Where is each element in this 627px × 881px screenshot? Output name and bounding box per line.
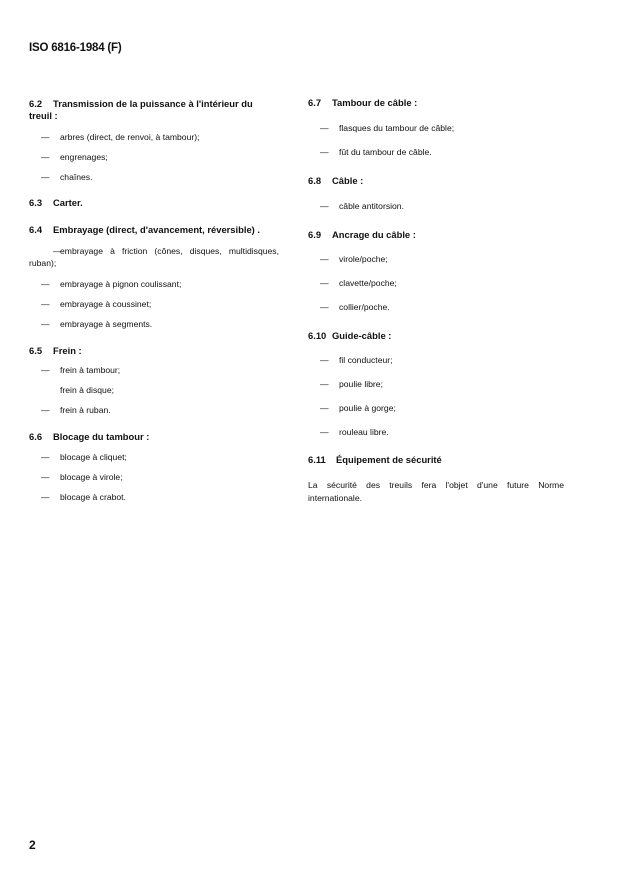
list-item: — blocage à crabot. (41, 492, 126, 502)
section-6-3-title: 6.3 Carter. (29, 197, 83, 208)
list-item: — embrayage à coussinet; (41, 299, 152, 309)
list-item: — arbres (direct, de renvoi, à tambour); (41, 132, 200, 142)
list-item: — frein à tambour; (41, 365, 121, 375)
section-6-7-title: 6.7 Tambour de câble : (308, 97, 418, 108)
list-item: — flasques du tambour de câble; (320, 123, 455, 133)
list-item: — virole/poche; (320, 254, 388, 264)
list-item: — câble antitorsion. (320, 201, 404, 211)
list-item: — chaînes. (41, 172, 93, 182)
list-item: —embrayage à friction (cônes, disques, multidisques, ruban); (29, 246, 279, 268)
section-6-11-title: 6.11 Équipement de sécurité (308, 454, 442, 465)
page-number: 2 (29, 838, 36, 852)
section-6-4-title: 6.4 Embrayage (direct, d'avancement, réversible) . (29, 224, 261, 235)
list-item: — frein à ruban. (41, 405, 111, 415)
section-6-8-title: 6.8 Câble : (308, 175, 364, 186)
section-6-2-title (29, 98, 269, 122)
section-6-11-paragraph: La sécurité des treuils fera l'objet d'une future Norme internationale. (308, 480, 564, 503)
list-item: — blocage à cliquet; (41, 452, 127, 462)
list-item: frein à disque; (60, 385, 114, 395)
list-item: — poulie à gorge; (320, 403, 396, 413)
list-item: — fût du tambour de câble. (320, 147, 432, 157)
section-6-5-title: 6.5 Frein : (29, 345, 82, 356)
list-item: — blocage à virole; (41, 472, 123, 482)
document-id: ISO 6816-1984 (F) (29, 42, 122, 54)
section-heading: Transmission de la puissance à l'intérieur du treuil : (29, 98, 253, 121)
list-item: — poulie libre; (320, 379, 383, 389)
section-6-9-title: 6.9 Ancrage du câble : (308, 229, 416, 240)
list-item: — embrayage à segments. (41, 319, 153, 329)
section-number: 6.2 (29, 98, 43, 109)
section-6-6-title: 6.6 Blocage du tambour : (29, 431, 150, 442)
list-item: — fil conducteur; (320, 355, 393, 365)
list-item: — engrenages; (41, 152, 108, 162)
list-item: — embrayage à pignon coulissant; (41, 279, 182, 289)
section-6-10-title: 6.10 Guide-câble : (308, 330, 392, 341)
list-item: — rouleau libre. (320, 427, 389, 437)
list-item: — collier/poche. (320, 302, 390, 312)
list-item: — clavette/poche; (320, 278, 397, 288)
